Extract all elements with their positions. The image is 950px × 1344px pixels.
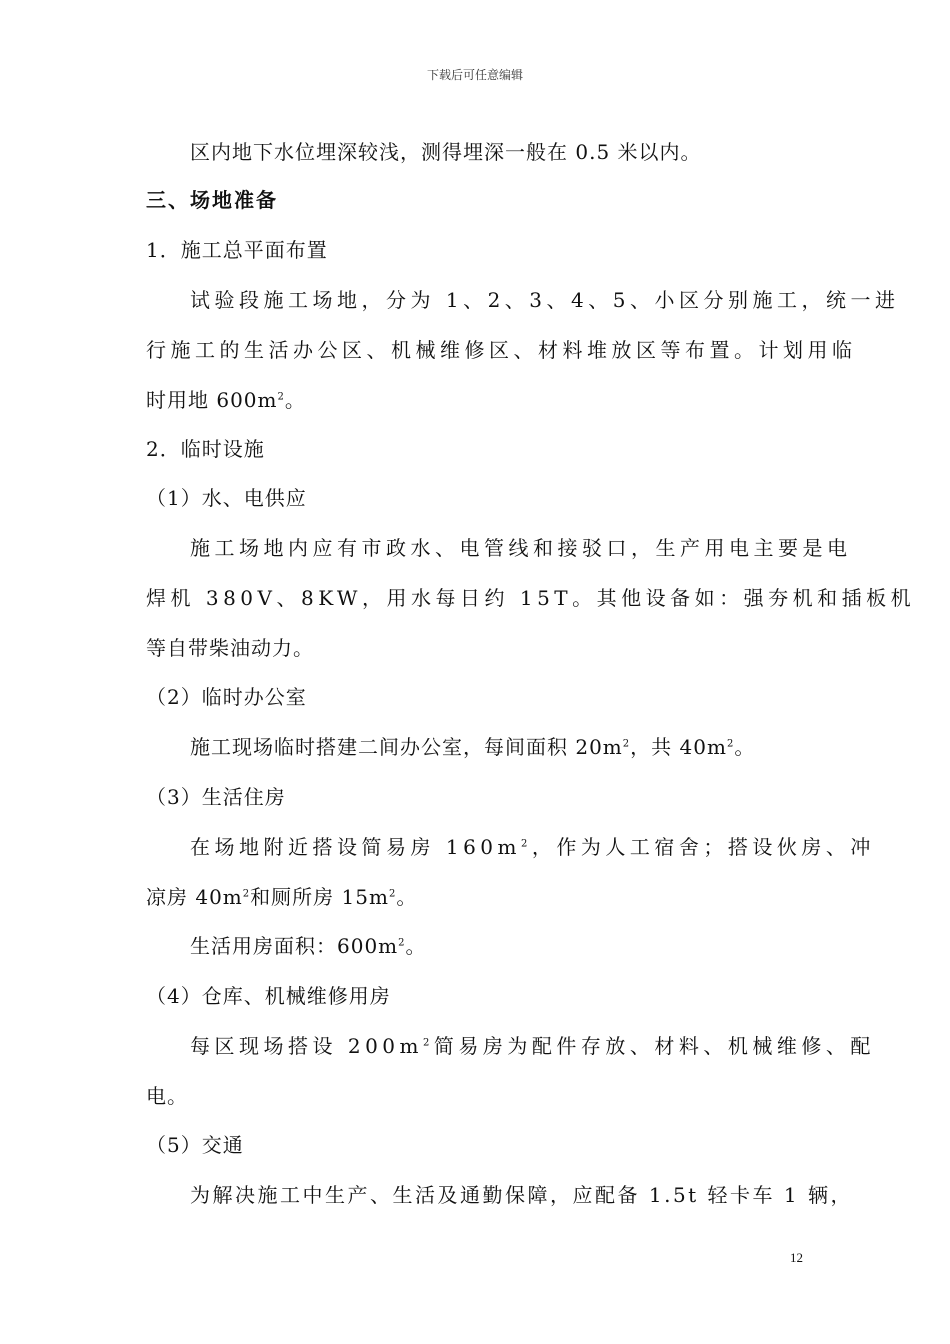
paragraph-line: 区内地下水位埋深较浅，测得埋深一般在 0.5 米以内。 [190,140,702,164]
paragraph-line [190,735,755,759]
item-heading: （5）交通 [146,1133,244,1157]
paragraph-line [190,934,427,958]
superscript: 2 [277,391,285,403]
superscript: 2 [726,738,735,750]
superscript: 2 [622,738,631,750]
text-segment: 施工现场临时搭建二间办公室，每间面积 20m [190,735,623,759]
paragraph-line: 试验段施工场地，分为 1、2、3、4、5、小区分别施工，统一进 [190,288,900,312]
text-segment: ，作为人工宿舍；搭设伙房、冲 [531,835,875,859]
page-number: 12 [790,1250,803,1265]
text-segment: 和厕所房 15m [250,885,389,909]
paragraph-line [146,885,417,909]
superscript: 2 [388,888,397,900]
text-segment: 每区现场搭设 200m [190,1034,423,1058]
superscript: 2 [242,888,251,900]
superscript: 2 [423,1037,434,1049]
paragraph-line: 为解决施工中生产、生活及通勤保障，应配备 1.5t 轻卡车 1 辆， [190,1183,853,1207]
item-heading: （3）生活住房 [146,785,286,809]
text-segment: 。 [284,388,306,412]
item-heading: （4）仓库、机械维修用房 [146,984,391,1008]
paragraph-line: 施工场地内应有市政水、电管线和接驳口，生产用电主要是电 [190,536,852,560]
paragraph-line: 行施工的生活办公区、机械维修区、材料堆放区等布置。计划用临 [146,338,857,362]
paragraph-line [146,388,306,412]
section-heading: 三、场地准备 [146,188,278,212]
text-segment: 简易房为配件存放、材料、机械维修、配 [433,1034,875,1058]
page-header: 下载后可任意编辑 [426,68,523,82]
subsection-heading: 2．临时设施 [146,437,265,461]
paragraph-line [190,835,875,859]
subsection-heading: 1．施工总平面布置 [146,238,328,262]
paragraph-line: 等自带柴油动力。 [146,636,314,660]
text-segment: 在场地附近搭设简易房 160m [190,835,521,859]
superscript: 2 [521,838,532,850]
item-heading: （2）临时办公室 [146,685,307,709]
paragraph-line: 焊机 380V、8KW，用水每日约 15T。其他设备如：强夯机和插板机 [146,586,916,610]
text-segment: 生活用房面积：600m [190,934,399,958]
text-segment: 凉房 40m [146,885,243,909]
text-segment: 。 [734,735,756,759]
paragraph-line: 电。 [146,1084,188,1108]
text-segment: 时用地 600m [146,388,278,412]
text-segment: 。 [405,934,427,958]
text-segment: ，共 40m [630,735,727,759]
paragraph-line [190,1034,875,1058]
item-heading: （1）水、电供应 [146,486,307,510]
superscript: 2 [398,937,406,949]
text-segment: 。 [396,885,418,909]
